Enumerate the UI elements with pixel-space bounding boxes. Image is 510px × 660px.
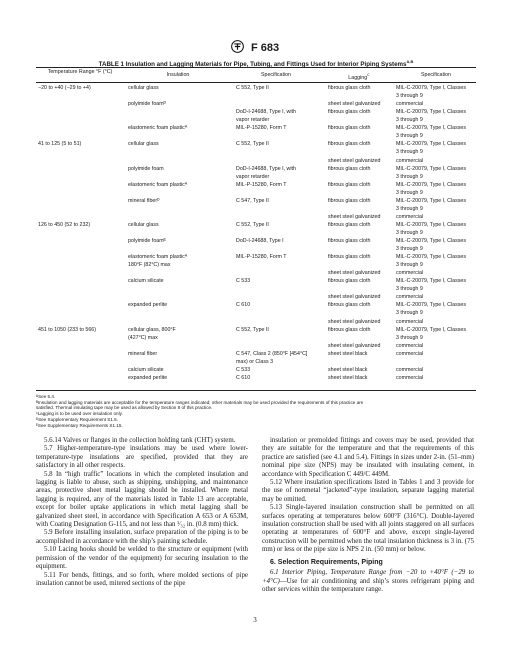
table-cell: 3 through 9	[396, 93, 423, 100]
table-cell: fibrous glass cloth	[328, 278, 371, 285]
table-cell: 3 through 9	[396, 229, 423, 236]
table-cell: max) or Class 3	[236, 358, 274, 365]
table-cell: vapor retarder	[236, 117, 270, 124]
table-cell: 3 through 9	[396, 246, 423, 252]
table-cell: MIL-C-20079, Type I, Classes	[396, 109, 466, 116]
footnote: ᴰSee Supplementary Requirement S1.5.	[36, 416, 118, 422]
paragraph: 5.6.14 Valves or flanges in the collection holding tank (CHT) system.	[44, 437, 236, 444]
col-header-insulation: Insulation	[166, 72, 190, 78]
table-cell: MIL-P-15280, Form T	[236, 181, 287, 188]
table-cell: C 533	[236, 366, 251, 373]
table-cell: fibrous glass cloth	[328, 165, 371, 172]
table-bottom-rule	[36, 390, 476, 391]
table-cell: MIL-C-20079, Type I, Classes	[396, 302, 466, 309]
table-cell: sheet steel galvanized	[328, 213, 381, 220]
table-cell: MIL-C-20079, Type I, Classes	[396, 254, 466, 261]
table-footnotes	[36, 394, 476, 428]
table-cell: 3 through 9	[396, 286, 423, 293]
paragraph: 5.11 For bends, fittings, and so forth, where molded sections of pipe insulation cannot be used, mitered sections of the pipe	[36, 571, 248, 587]
table-cell: fibrous glass cloth	[328, 141, 371, 148]
paragraph: 5.9 Before installing insulation, surface preparation of the piping is to be accomplished in accordance with the ship’s painting schedule.	[36, 529, 248, 545]
table-cell: MIL-C-20079, Type I, Classes	[396, 238, 466, 244]
table-cell: MIL-C-20079, Type I, Classes	[396, 221, 466, 228]
table-cell: fibrous glass cloth	[328, 326, 371, 333]
table-cell: fibrous glass cloth	[328, 254, 371, 261]
section-heading: 6. Selection Requirements, Piping	[270, 558, 383, 566]
table-cell: 126 to 450 (52 to 232)	[38, 221, 91, 228]
paragraph-lead-italic: 6.1 Interior Piping, Temperature Range from −20 to +40°F (−29 to +4°C)	[262, 569, 474, 585]
paragraph: 5.13 Single-layered insulation construction shall be permitted on all surfaces operating at temperatures below 600°F (316°C). Double-layered insulation construction shall be used with all joints staggered on all surfaces operating at temperatures of 600°F and above, except single-layered construction will be permitted when the total insulation thickness is 3 in. (75 mm) or less or the pipe size is NPS 2 in. (50 mm) or below.	[262, 504, 474, 554]
table-cell: vapor retarder	[236, 173, 270, 180]
astm-logo-icon	[231, 40, 244, 56]
table-cell: commercial	[396, 294, 424, 301]
table-cell: 3 through 9	[396, 334, 423, 341]
table-cell: elastomeric foam plasticᴬ	[128, 181, 188, 188]
col-header-lagging-text: Lagging	[348, 74, 368, 81]
table-cell: elastomeric foam plasticᴬ	[128, 254, 188, 261]
table-cell: (427°C) max	[128, 334, 158, 341]
table-cell: C 552, Type II	[236, 326, 269, 333]
table-cell: C 547, Class 2 (850°F [454°C]	[236, 350, 308, 357]
table-cell: MIL-C-20079, Type I, Classes	[396, 326, 466, 333]
table-cell: commercial	[396, 270, 424, 277]
table-cell: sheet steel black	[328, 366, 368, 373]
table-cell: DoD-I-24688, Type I, with	[236, 109, 296, 116]
table-cell: commercial	[396, 374, 424, 381]
table-cell: cellular glass, 800°F	[128, 326, 176, 333]
standard-designation: F 683	[250, 42, 280, 54]
table-cell: commercial	[396, 366, 424, 373]
table-cell: sheet steel black	[328, 350, 368, 357]
col-header-lagging-sup: C	[367, 73, 370, 77]
table-cell: DoD-I-24688, Type I	[236, 238, 284, 244]
table-cell: 180°F (82°C) max	[128, 262, 171, 269]
col-header-lagging	[324, 72, 394, 81]
table-cell: cellular glass	[128, 141, 159, 148]
table-cell: commercial	[396, 350, 424, 357]
table-top-rule	[36, 67, 476, 68]
table-cell: calcium silicate	[128, 278, 164, 285]
table-cell: commercial	[396, 213, 424, 220]
table-cell: sheet steel galvanized	[328, 294, 381, 301]
document-header	[0, 40, 510, 56]
table-cell: mineral fiber	[128, 350, 158, 357]
table-cell: sheet steel galvanized	[328, 318, 381, 325]
table-cell: commercial	[396, 157, 424, 164]
table-cell: fibrous glass cloth	[328, 85, 371, 91]
table-cell: polyimide foamᴰ	[128, 101, 167, 108]
table-cell: 3 through 9	[396, 149, 423, 156]
paragraph: 5.8 In “high traffic” locations in which the completed insulation and lagging is liable to abuse, such as shipping, unshipping, and maintenance areas, protective sheet metal lagging should be installed. Where metal lagging is required, any of the materials listed in Table 13 are acceptable, except for boiler uptake applications in which metal lagging shall be galvanized sheet steel, in accordance with Specification A 653 or A 653M, with Coating Designation G-115, and not less than ¹⁄₃₂ in. (0.8 mm) thick.	[36, 470, 248, 529]
table-cell: fibrous glass cloth	[328, 197, 371, 204]
body-column-left	[36, 437, 248, 588]
table-cell: MIL-P-15280, Form T	[236, 254, 287, 261]
table-cell: fibrous glass cloth	[328, 221, 371, 228]
paragraph-text: —Use for air conditioning and ship’s stores refrigerant piping and other services within the temperature range.	[262, 577, 474, 593]
table-cell: MIL-P-15280, Form T	[236, 125, 287, 132]
table-cell: fibrous glass cloth	[328, 302, 371, 309]
table-cell: MIL-C-20079, Type I, Classes	[396, 125, 466, 132]
table-cell: polyimide foamᴱ	[128, 238, 166, 244]
footnote: ᴬSee 5.4.	[36, 394, 56, 399]
table-cell: MIL-C-20079, Type I, Classes	[396, 181, 466, 188]
table-cell: 3 through 9	[396, 205, 423, 212]
table-cell: 3 through 9	[396, 189, 423, 196]
table-cell: expanded perlite	[128, 374, 168, 381]
table-cell: commercial	[396, 101, 424, 108]
table-cell: MIL-C-20079, Type I, Classes	[396, 165, 466, 172]
table-cell: sheet steel galvanized	[328, 270, 381, 277]
table-cell: −20 to +40 (−29 to +4)	[38, 85, 91, 91]
table-cell: MIL-C-20079, Type I, Classes	[396, 141, 466, 148]
table-cell: 3 through 9	[396, 173, 423, 180]
table-cell: MIL-C-20079, Type I, Classes	[396, 85, 466, 91]
footnote: ᶜLagging is to be used over insulation only.	[36, 411, 123, 417]
table-cell: MIL-C-20079, Type I, Classes	[396, 197, 466, 204]
table-cell: 451 to 1050 (233 to 566)	[38, 326, 97, 333]
col-header-lagging-specification: Specification	[420, 72, 452, 78]
footnote: satisfied. Thermal insulating tape may be used as allowed by Section 8 of this practice.	[36, 405, 213, 411]
table-cell: expanded perlite	[128, 302, 168, 309]
paragraph: 5.12 Where insulation specifications listed in Tables 1 and 3 provide for the use of nonmetal “jacketed”-type insulation, separate lagging material may be omitted.	[262, 479, 474, 503]
table-cell: 3 through 9	[396, 310, 423, 317]
table-cell: MIL-C-20079, Type I, Classes	[396, 278, 466, 285]
table-cell: C 533	[236, 278, 251, 285]
col-header-temperature: Temperature Range °F (°C)	[47, 69, 113, 75]
table-header-rule	[36, 82, 476, 83]
table-cell: cellular glass	[128, 221, 159, 228]
table-cell: fibrous glass cloth	[328, 109, 371, 116]
table-cell: C 610	[236, 302, 251, 309]
table-cell: C 610	[236, 374, 251, 381]
table-cell: elastomeric foam plasticᴬ	[128, 125, 188, 132]
table-cell: cellular glass	[128, 85, 159, 91]
table-cell: sheet steel galvanized	[328, 157, 381, 164]
col-header-specification: Specification	[260, 72, 292, 78]
table-caption-sup: A,B	[406, 59, 414, 64]
table-cell: commercial	[396, 318, 424, 325]
table-caption-text: TABLE 1 Insulation and Lagging Materials for Pipe, Tubing, and Fittings Used for Interior Piping Systems	[98, 61, 407, 69]
table-cell: sheet steel galvanized	[328, 342, 381, 349]
paragraph: 5.7 Higher-temperature-type insulations may be used where lower-temperature-type insulations are specified, provided that they are satisfactory in all other respects.	[36, 445, 248, 470]
paragraph: insulation or premolded fittings and covers may be used, provided that they are suitable for the temperature and that the requirements of this practice are satisfied (see 4.1 and 5.4). Fittings in sizes under 2-in. (51–mm) nominal pipe size (NPS) may be insulated with insulating cement, in accordance with Specification C 449/C 449M.	[262, 437, 474, 478]
table-cell: fibrous glass cloth	[328, 181, 371, 188]
footnote: ᴮInsulation and lagging materials are acceptable for the temperature ranges indicated; other materials may be used provided the requirements of this practice are	[36, 399, 364, 405]
table-cell: C 552, Type II	[236, 141, 269, 148]
table-cell: calcium silicate	[128, 366, 164, 373]
table-cell: C 547, Type II	[236, 197, 269, 204]
table-cell: fibrous glass cloth	[328, 238, 371, 244]
table-cell: polyimide foam	[128, 165, 164, 172]
table-cell: 3 through 9	[396, 117, 423, 124]
footnote: ᴱSee Supplementary Requirements S1.15.	[36, 422, 123, 428]
table-cell: commercial	[396, 342, 424, 349]
page-number: 3	[253, 616, 257, 624]
table-cell: sheet steel black	[328, 374, 368, 381]
table-cell: mineral fiberᴰ	[128, 197, 160, 204]
table-cell: DoD-I-24688, Type I, with	[236, 165, 296, 172]
paragraph: 5.10 Lacing hooks should be welded to the structure or equipment (with permission of the vendor of the equipment) for securing insulation to the equipment.	[36, 546, 248, 571]
table-cell: sheet steel galvanized	[328, 101, 381, 108]
table-cell: C 552, Type II	[236, 221, 269, 228]
table-cell: C 552, Type II	[236, 85, 269, 91]
table-cell: 41 to 125 (5 to 51)	[38, 141, 82, 148]
table-cell: 3 through 9	[396, 262, 423, 269]
table-cell: 3 through 9	[396, 133, 423, 140]
body-column-right	[262, 437, 474, 594]
paragraph	[262, 569, 474, 594]
table-cell: fibrous glass cloth	[328, 125, 371, 132]
